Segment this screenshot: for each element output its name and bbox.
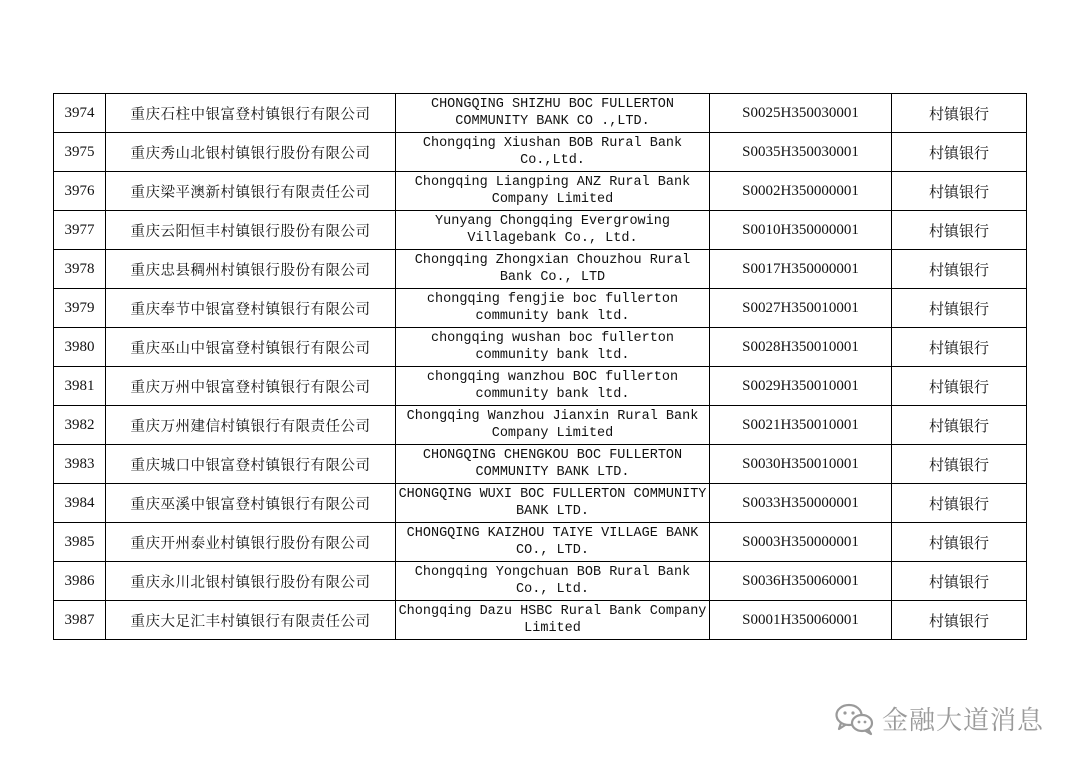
table-row — [54, 328, 1027, 367]
institution-type: 村镇银行 — [892, 94, 1027, 133]
bank-name-en: Chongqing Zhongxian Chouzhou Rural Bank Co., LTD — [396, 250, 710, 289]
row-number: 3976 — [54, 172, 106, 211]
bank-name-cn: 重庆城口中银富登村镇银行有限公司 — [106, 445, 396, 484]
institution-type: 村镇银行 — [892, 523, 1027, 562]
bank-name-en: chongqing fengjie boc fullerton community bank ltd. — [396, 289, 710, 328]
watermark — [834, 700, 1044, 737]
table-row — [54, 367, 1027, 406]
bank-name-cn: 重庆奉节中银富登村镇银行有限公司 — [106, 289, 396, 328]
bank-name-en: Chongqing Liangping ANZ Rural Bank Company Limited — [396, 172, 710, 211]
bank-name-cn: 重庆巫山中银富登村镇银行有限公司 — [106, 328, 396, 367]
bank-name-cn: 重庆巫溪中银富登村镇银行有限公司 — [106, 484, 396, 523]
table-row — [54, 133, 1027, 172]
institution-code: S0033H350000001 — [710, 484, 892, 523]
institution-type: 村镇银行 — [892, 406, 1027, 445]
table-row — [54, 484, 1027, 523]
table-row — [54, 211, 1027, 250]
bank-name-en: CHONGQING WUXI BOC FULLERTON COMMUNITY BANK LTD. — [396, 484, 710, 523]
institution-code: S0002H350000001 — [710, 172, 892, 211]
institution-code: S0001H350060001 — [710, 601, 892, 640]
institution-type: 村镇银行 — [892, 133, 1027, 172]
row-number: 3979 — [54, 289, 106, 328]
institution-code: S0028H350010001 — [710, 328, 892, 367]
table-row — [54, 172, 1027, 211]
row-number: 3984 — [54, 484, 106, 523]
bank-name-en: chongqing wanzhou BOC fullerton community bank ltd. — [396, 367, 710, 406]
bank-name-cn: 重庆万州建信村镇银行有限责任公司 — [106, 406, 396, 445]
bank-name-en: CHONGQING SHIZHU BOC FULLERTON COMMUNITY BANK CO .,LTD. — [396, 94, 710, 133]
row-number: 3983 — [54, 445, 106, 484]
row-number: 3981 — [54, 367, 106, 406]
bank-name-en: CHONGQING CHENGKOU BOC FULLERTON COMMUNITY BANK LTD. — [396, 445, 710, 484]
institution-code: S0027H350010001 — [710, 289, 892, 328]
institution-type: 村镇银行 — [892, 328, 1027, 367]
wechat-icon — [834, 702, 876, 736]
institution-type: 村镇银行 — [892, 172, 1027, 211]
row-number: 3980 — [54, 328, 106, 367]
watermark-text: 金融大道消息 — [881, 706, 1044, 736]
institution-code: S0017H350000001 — [710, 250, 892, 289]
bank-name-cn: 重庆云阳恒丰村镇银行股份有限公司 — [106, 211, 396, 250]
bank-list-table — [53, 93, 1027, 640]
table-row — [54, 94, 1027, 133]
institution-type: 村镇银行 — [892, 562, 1027, 601]
institution-code: S0036H350060001 — [710, 562, 892, 601]
institution-type: 村镇银行 — [892, 289, 1027, 328]
table-row — [54, 445, 1027, 484]
row-number: 3975 — [54, 133, 106, 172]
row-number: 3978 — [54, 250, 106, 289]
institution-type: 村镇银行 — [892, 211, 1027, 250]
row-number: 3987 — [54, 601, 106, 640]
bank-name-cn: 重庆大足汇丰村镇银行有限责任公司 — [106, 601, 396, 640]
bank-name-cn: 重庆梁平澳新村镇银行有限责任公司 — [106, 172, 396, 211]
institution-code: S0030H350010001 — [710, 445, 892, 484]
bank-name-cn: 重庆忠县稠州村镇银行股份有限公司 — [106, 250, 396, 289]
bank-name-cn: 重庆秀山北银村镇银行股份有限公司 — [106, 133, 396, 172]
bank-name-en: Chongqing Wanzhou Jianxin Rural Bank Company Limited — [396, 406, 710, 445]
table-body — [54, 94, 1027, 640]
table-row — [54, 562, 1027, 601]
row-number: 3986 — [54, 562, 106, 601]
row-number: 3974 — [54, 94, 106, 133]
institution-code: S0025H350030001 — [710, 94, 892, 133]
institution-code: S0021H350010001 — [710, 406, 892, 445]
institution-type: 村镇银行 — [892, 367, 1027, 406]
row-number: 3977 — [54, 211, 106, 250]
institution-code: S0010H350000001 — [710, 211, 892, 250]
row-number: 3982 — [54, 406, 106, 445]
institution-type: 村镇银行 — [892, 601, 1027, 640]
bank-name-en: Yunyang Chongqing Evergrowing Villagebank Co., Ltd. — [396, 211, 710, 250]
institution-type: 村镇银行 — [892, 250, 1027, 289]
bank-name-en: Chongqing Xiushan BOB Rural Bank Co.,Ltd. — [396, 133, 710, 172]
institution-code: S0035H350030001 — [710, 133, 892, 172]
table-row — [54, 406, 1027, 445]
bank-name-cn: 重庆万州中银富登村镇银行有限公司 — [106, 367, 396, 406]
bank-name-cn: 重庆石柱中银富登村镇银行有限公司 — [106, 94, 396, 133]
institution-code: S0029H350010001 — [710, 367, 892, 406]
table-row — [54, 523, 1027, 562]
table-row — [54, 289, 1027, 328]
bank-name-en: Chongqing Yongchuan BOB Rural Bank Co., Ltd. — [396, 562, 710, 601]
institution-type: 村镇银行 — [892, 484, 1027, 523]
bank-name-en: chongqing wushan boc fullerton community bank ltd. — [396, 328, 710, 367]
row-number: 3985 — [54, 523, 106, 562]
institution-code: S0003H350000001 — [710, 523, 892, 562]
table-row — [54, 601, 1027, 640]
bank-name-en: CHONGQING KAIZHOU TAIYE VILLAGE BANK CO., LTD. — [396, 523, 710, 562]
bank-name-cn: 重庆开州泰业村镇银行股份有限公司 — [106, 523, 396, 562]
institution-type: 村镇银行 — [892, 445, 1027, 484]
bank-name-en: Chongqing Dazu HSBC Rural Bank Company Limited — [396, 601, 710, 640]
bank-name-cn: 重庆永川北银村镇银行股份有限公司 — [106, 562, 396, 601]
table-row — [54, 250, 1027, 289]
